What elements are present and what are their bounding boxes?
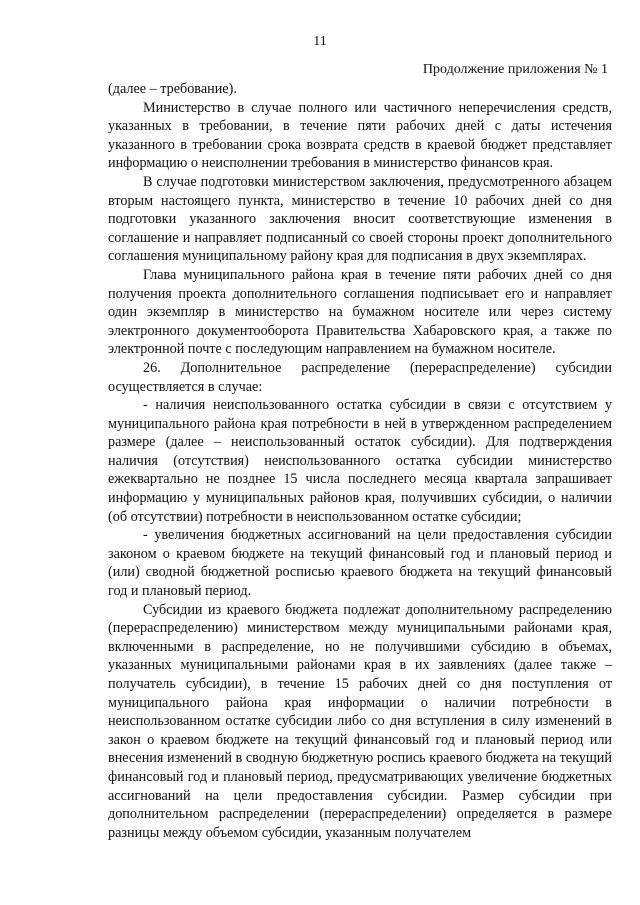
- paragraph-continuation: (далее – требование).: [108, 81, 237, 97]
- page-number: 11: [313, 34, 327, 49]
- paragraph-redistribution: Субсидии из краевого бюджета подлежат дополнительному распределению (перераспределению) министерством между муниципальными районами края, включенными в распределение, но не получившими субсидию в объемах, указанных муниципальными районами края в их заявлениях (далее также – получатель субсидии), в течение 15 рабочих дней со дня поступления от муниципального района края информации о наличии потребности в неиспользованном остатке субсидии либо со дня вступления в силу изменений в закон о краевом бюджете на текущий финансовый год и плановый период или внесения изменений в сводную бюджетную роспись краевого бюджета на текущий финансовый год и плановый период, предусматривающих увеличение бюджетных ассигнований на цели предоставления субсидии. Размер субсидии при дополнительном распределении (перераспределении) определяется в размере разницы между объемом субсидии, указанным получателем: [108, 601, 612, 841]
- paragraph-item-26: 26. Дополнительное распределение (перераспределение) субсидии осуществляется в случае:: [108, 359, 612, 395]
- paragraph-nonpayment: Министерство в случае полного или частичного неперечисления средств, указанных в требовании, в течение пяти рабочих дней с даты истечения указанного в требовании срока возврата средств в краевой бюджет представляет информацию о неисполнении требования в министерство финансов края.: [108, 99, 612, 172]
- paragraph-bullet-unused-balance: - наличия неиспользованного остатка субсидии в связи с отсутствием у муниципального района края потребности в ней в утвержденном распределением размере (далее – неиспользованный остаток субсидии). Для подтверждения наличия (отсутствия) неиспользованного остатка субсидии министерство ежеквартально не позднее 15 числа последнего месяца квартала запрашивает информацию у муниципальных районов края, получивших субсидии, о наличии (об отсутствии) потребности в неиспользованном остатке субсидии;: [108, 397, 612, 525]
- body-text: [108, 80, 612, 842]
- paragraph-conclusion: В случае подготовки министерством заключения, предусмотренного абзацем вторым настоящего пункта, министерство в течение 10 рабочих дней со дня подготовки указанного заключения вносит соответствующие изменения в соглашение и направляет подписанный со своей стороны проект дополнительного соглашения муниципальному району края для подписания в двух экземплярах.: [108, 173, 612, 265]
- appendix-label: Продолжение приложения № 1: [422, 62, 608, 77]
- paragraph-head-signs: Глава муниципального района края в течение пяти рабочих дней со дня получения проекта дополнительного соглашения подписывает его и направляет один экземпляр в министерство на бумажном носителе или через систему электронного документооборота Правительства Хабаровского края, а также по электронной почте с последующим направлением на бумажном носителе.: [108, 266, 612, 358]
- paragraph-bullet-increase: - увеличения бюджетных ассигнований на цели предоставления субсидии законом о краевом бюджете на текущий финансовый год и плановый период и (или) сводной бюджетной росписью краевого бюджета на текущий финансовый год и плановый период.: [108, 527, 612, 600]
